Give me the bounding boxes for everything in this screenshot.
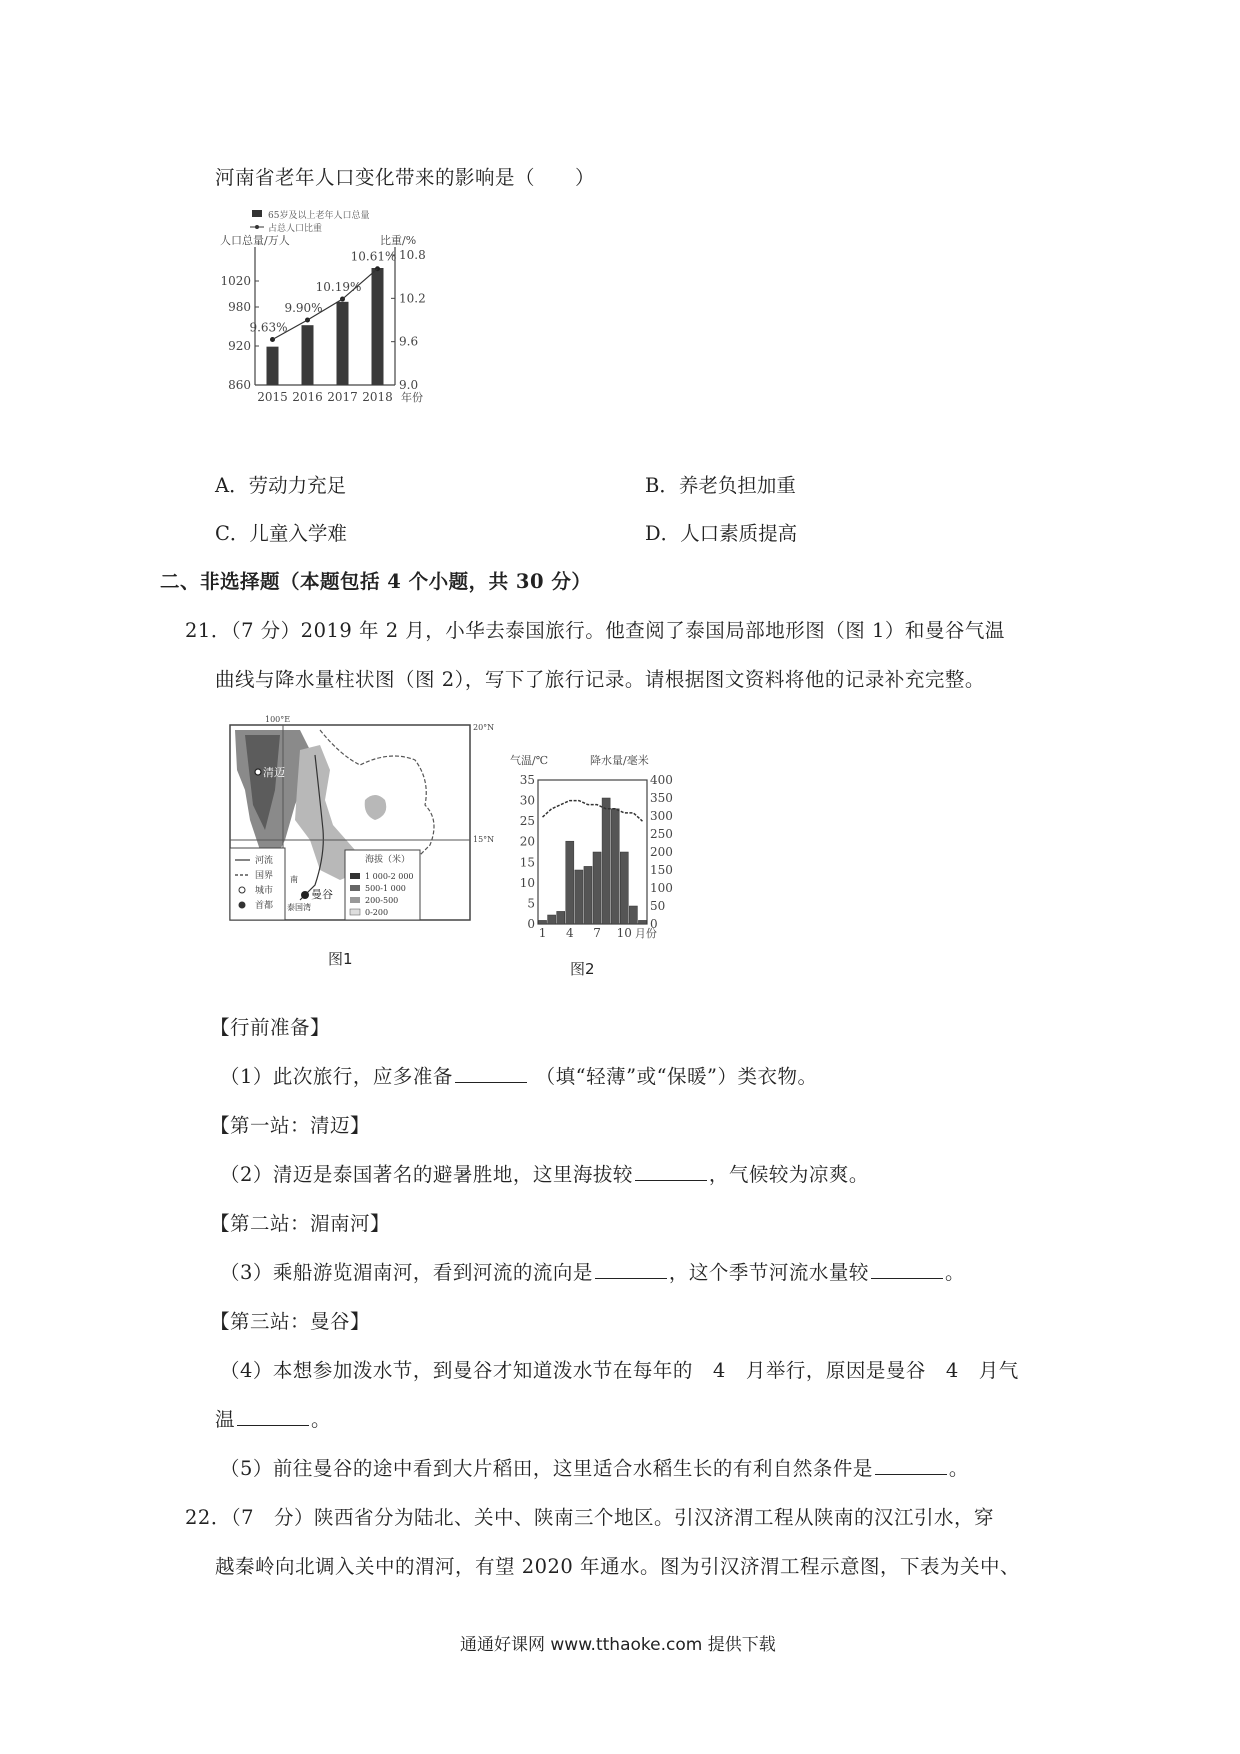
x-tick-label: 7 (593, 926, 601, 940)
x-axis-label: 年份 (401, 391, 423, 404)
temp-line (543, 801, 643, 822)
data-label: 9.63% (249, 320, 288, 335)
option-b[interactable]: B．养老负担加重 (645, 474, 796, 497)
fig2-caption: 图2 (570, 960, 595, 978)
precip-bar (593, 852, 601, 924)
precip-bar (620, 852, 628, 924)
x-tick-label: 2017 (327, 390, 358, 404)
precip-bar (602, 798, 610, 924)
map-legend-right-item: 1 000-2 000 (365, 872, 414, 881)
q5-blank[interactable] (875, 1456, 947, 1475)
map-gulf-label: 泰国湾 (287, 903, 311, 912)
y2-tick-label: 50 (650, 899, 666, 913)
precip-bar (638, 920, 646, 924)
option-d[interactable]: D．人口素质提高 (645, 522, 798, 545)
y2-tick-label: 10.2 (399, 291, 426, 306)
map-river-label: 南 (290, 875, 298, 884)
section-s1: 【第一站：清迈】 (210, 1114, 371, 1137)
q1-blank[interactable] (455, 1064, 527, 1083)
q4-text-b: 温 (215, 1408, 236, 1431)
data-label: 10.19% (315, 280, 362, 295)
precip-bar (584, 866, 592, 924)
x-tick-label: 2015 (257, 390, 288, 404)
section-prep: 【行前准备】 (210, 1016, 331, 1039)
y-tick-label: 25 (519, 814, 535, 829)
x-tick-label: 1 (538, 926, 547, 940)
legend-bar-label: 65岁及以上老年人口总量 (268, 211, 370, 221)
y2-tick-label: 300 (650, 809, 673, 823)
y-tick-label: 20 (519, 834, 535, 849)
precip-bar (539, 920, 547, 924)
q20-stem: 河南省老年人口变化带来的影响是（ ） (215, 166, 596, 189)
x-axis-label: 月份 (634, 927, 657, 940)
y2-tick-label: 250 (650, 827, 673, 841)
q21-line2: 曲线与降水量柱状图（图 2），写下了旅行记录。请根据图文资料将他的记录补充完整。 (215, 668, 985, 691)
precip-bar (629, 906, 637, 924)
y-tick-label: 860 (228, 378, 251, 392)
y2-tick-label: 9.6 (399, 334, 419, 349)
map-legend-left-item: 城市 (255, 886, 274, 896)
q1-text-b: （填“轻薄”或“保暖”）类衣物。 (535, 1065, 818, 1088)
y-tick-label: 30 (519, 793, 535, 808)
y-axis-label: 气温/℃ (510, 754, 549, 767)
q3-text-a: （3）乘船游览湄南河，看到河流的流向是 (220, 1261, 593, 1284)
q3-blank-2[interactable] (871, 1260, 943, 1279)
y2-axis-label: 降水量/毫米 (590, 754, 649, 767)
section-s2: 【第二站：湄南河】 (210, 1212, 391, 1235)
q3-blank-1[interactable] (595, 1260, 667, 1279)
q1-line (220, 1061, 818, 1089)
q2-text-a: （2）清迈是泰国著名的避暑胜地，这里海拔较 (220, 1163, 633, 1186)
precip-bar (575, 870, 583, 924)
precip-bar (557, 911, 565, 924)
y-axis-label: 人口总量/万人 (220, 234, 290, 247)
q3-text-b: ，这个季节河流水量较 (668, 1261, 869, 1284)
y2-tick-label: 350 (650, 791, 673, 805)
bar (372, 268, 384, 385)
y-tick-label: 0 (527, 917, 535, 931)
data-label: 9.90% (284, 301, 323, 315)
q2-text-b: ，气候较为凉爽。 (708, 1163, 869, 1186)
y2-tick-label: 200 (650, 845, 673, 859)
bar (302, 325, 314, 385)
option-c[interactable]: C．儿童入学难 (215, 522, 347, 545)
q4-line1: （4）本想参加泼水节，到曼谷才知道泼水节在每年的 4 月举行，原因是曼谷 4 月气 (220, 1359, 1019, 1382)
map-lat-mid-label: 15°N (473, 835, 495, 844)
y-tick-label: 920 (228, 339, 251, 353)
population-chart (220, 210, 480, 450)
legend-line-label: 占总人口比重 (268, 224, 323, 234)
x-tick-label: 2018 (362, 390, 393, 404)
city-mangu-marker (301, 891, 309, 899)
q4-line2 (215, 1404, 331, 1432)
map-legend-title: 海拔（米） (365, 855, 411, 865)
bar (267, 347, 279, 385)
map-city-qingmai: 清迈 (263, 766, 285, 779)
q5-text-b: 。 (948, 1457, 969, 1480)
q3-text-c: 。 (944, 1261, 965, 1284)
section2-title: 二、非选择题（本题包括 4 个小题，共 30 分） (160, 570, 592, 593)
q4-blank[interactable] (237, 1407, 309, 1426)
y2-tick-label: 10.8 (399, 248, 426, 262)
legend-line-dot (255, 225, 259, 229)
x-tick-label: 2016 (292, 390, 323, 404)
map-legend-left-item: 河流 (255, 856, 274, 866)
y2-axis-label: 比重/% (380, 234, 417, 247)
section-s3: 【第三站：曼谷】 (210, 1310, 371, 1333)
x-tick-label: 4 (565, 926, 574, 940)
precip-bar (611, 809, 619, 924)
fig1-caption: 图1 (328, 950, 353, 968)
q5-text-a: （5）前往曼谷的途中看到大片稻田，这里适合水稻生长的有利自然条件是 (220, 1457, 873, 1480)
bar (337, 302, 349, 385)
option-a[interactable]: A．劳动力充足 (215, 474, 347, 497)
map-legend-right-item: 500-1 000 (365, 884, 406, 893)
q3-line (220, 1257, 965, 1285)
y2-tick-label: 150 (650, 863, 673, 877)
y2-tick-label: 9.0 (399, 378, 419, 392)
y-tick-label: 35 (519, 773, 535, 787)
y-tick-label: 980 (228, 300, 251, 314)
y-tick-label: 5 (527, 896, 535, 911)
map-legend-left-item: 国界 (255, 871, 274, 881)
q1-text-a: （1）此次旅行，应多准备 (220, 1065, 453, 1088)
data-label: 10.61% (350, 249, 397, 264)
q4-text-c: 。 (311, 1408, 332, 1431)
y-tick-label: 1020 (220, 274, 251, 288)
precip-bar (548, 915, 556, 924)
q21-line1: 21．（7 分）2019 年 2 月，小华去泰国旅行。他查阅了泰国局部地形图（图 1）和曼谷气温 (185, 619, 1005, 642)
x-tick-label: 10 (616, 926, 632, 940)
q22-line1: 22．（7 分）陕西省分为陆北、关中、陕南三个地区。引汉济渭工程从陕南的汉江引水，穿 (185, 1506, 994, 1529)
q5-line (220, 1453, 969, 1481)
y2-tick-label: 0 (650, 917, 658, 931)
y-tick-label: 15 (519, 855, 535, 870)
q22-line2: 越秦岭向北调入关中的渭河，有望 2020 年通水。图为引汉济渭工程示意图，下表为关中、 (215, 1555, 1021, 1578)
city-qingmai-marker (255, 769, 261, 775)
thailand-terrain-map (225, 710, 495, 940)
climate-chart (510, 752, 695, 952)
map-city-mangu: 曼谷 (311, 888, 333, 901)
q2-blank[interactable] (635, 1162, 707, 1181)
y2-tick-label: 400 (650, 773, 673, 787)
map-legend-left-item: 首都 (255, 901, 274, 911)
map-lat-top-label: 20°N (473, 723, 495, 732)
precip-bar (566, 841, 574, 924)
map-lon-label: 100°E (265, 715, 291, 724)
page-footer: 通通好课网 www.tthaoke.com 提供下载 (460, 1635, 776, 1655)
map-legend-right-item: 0-200 (365, 908, 389, 917)
map-legend-right-item: 200-500 (365, 896, 399, 905)
legend-bar-swatch (252, 210, 262, 217)
plot-frame (538, 780, 647, 924)
y2-tick-label: 100 (650, 881, 673, 895)
y-tick-label: 10 (519, 875, 535, 890)
q2-line (220, 1159, 869, 1187)
